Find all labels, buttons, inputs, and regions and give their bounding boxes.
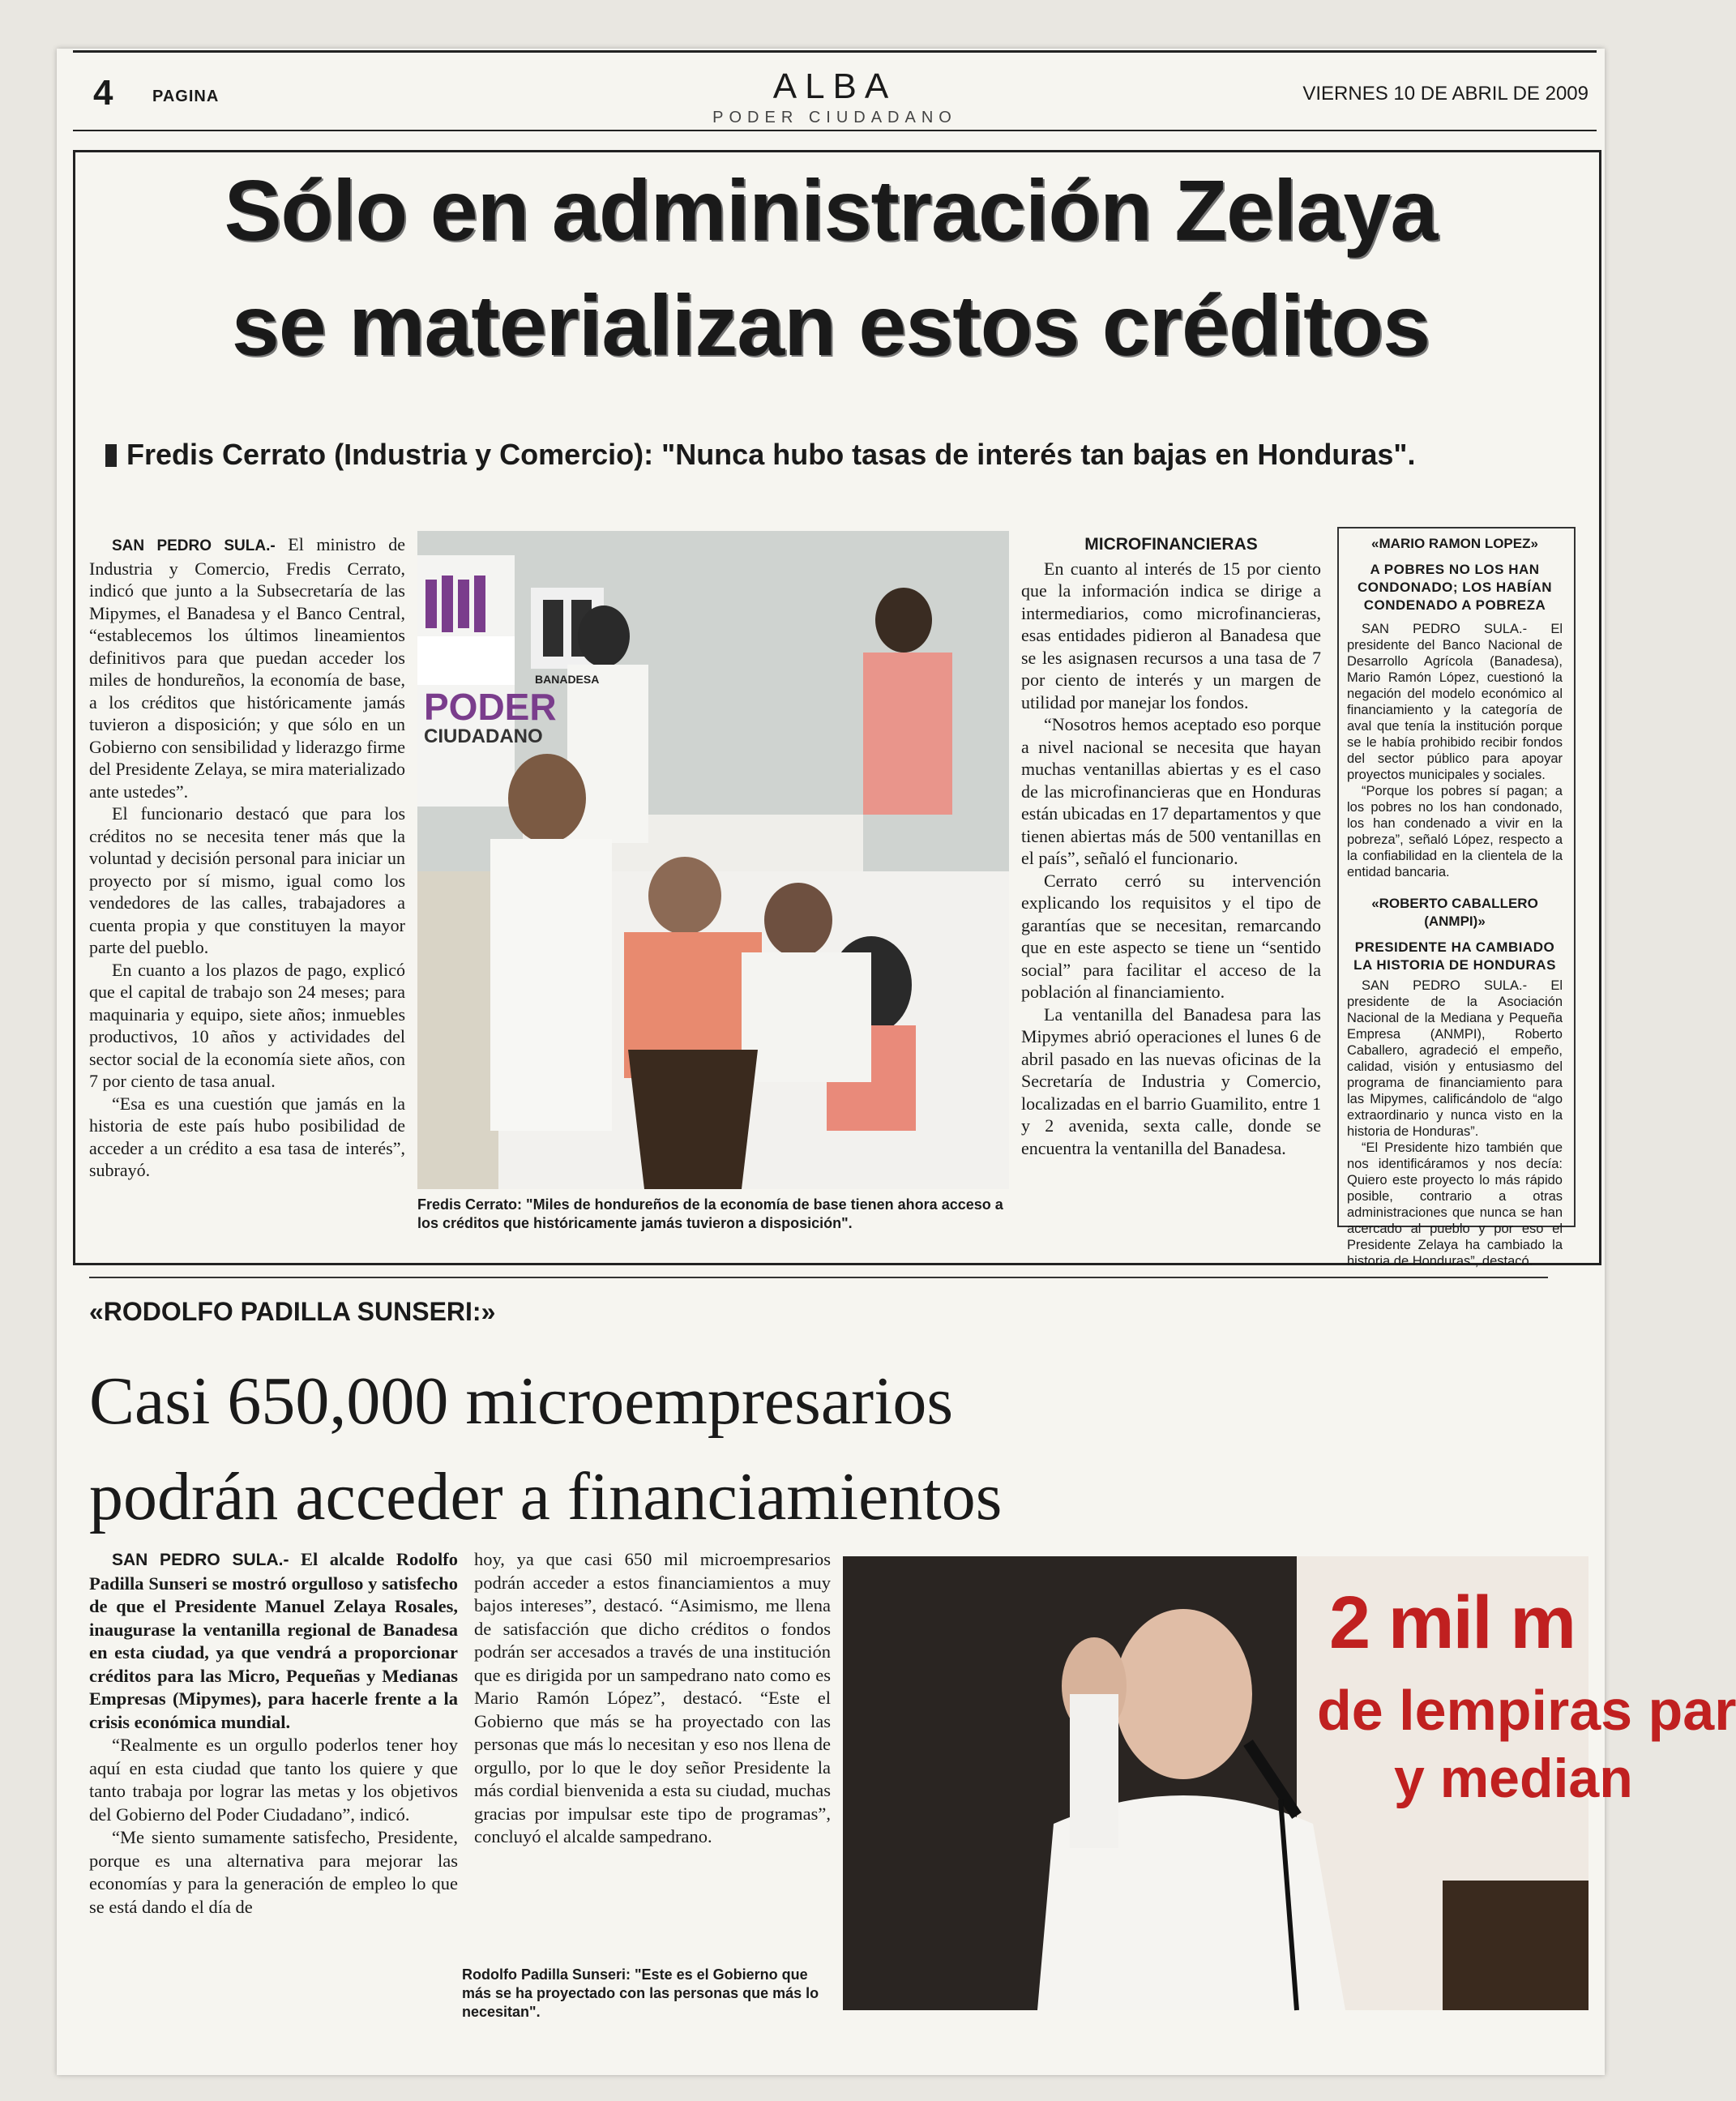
section-heading: MICROFINANCIERAS <box>1084 535 1258 554</box>
paragraph: “Realmente es un orgullo poderlos tener hoy aquí en esta ciudad que tanto los quiere y que tanto trabaja por lograr las metas y los objetivos del Gobierno del Poder Ciudadano”, indicó. <box>89 1735 458 1825</box>
article2-kicker: «RODOLFO PADILLA SUNSERI:» <box>89 1297 496 1326</box>
banner-text: CIUDADANO <box>424 725 543 747</box>
paragraph: “Nosotros hemos aceptado eso porque a nivel nacional se necesita que hayan muchas ventanillas abiertas y es el caso de las microfinancieras que en Honduras están ubicadas en 17 departamentos y que tienen abiertas más de 500 ventanillas en el país”, señaló el funcionario. <box>1021 714 1321 868</box>
article1-photo <box>417 531 1009 1189</box>
banner-text: de lempiras par <box>1317 1679 1736 1742</box>
article1-headline <box>105 163 1556 374</box>
sidebar-name: «ROBERTO CABALLERO (ANMPI)» <box>1371 896 1538 929</box>
masthead: ALBA <box>772 66 897 106</box>
section-divider <box>89 1277 1548 1278</box>
banner-text: 2 mil m <box>1329 1581 1576 1664</box>
photo-ministers-table <box>417 531 1009 1189</box>
paragraph: “Porque los pobres sí pagan; a los pobres no los han condonado, los han condenado a vivir en la pobreza”, señaló López, respecto a la confiabilidad en la clientela de la entidad bancaria. <box>1347 784 1563 879</box>
sidebar-headline: A POBRES NO LOS HAN CONDONADO; LOS HABÍAN CONDENADO A POBREZA <box>1358 562 1552 613</box>
headline-line-1: Casi 650,000 microempresarios <box>89 1363 954 1439</box>
article2-caption: Rodolfo Padilla Sunseri: "Este es el Gobierno que más se ha proyectado con las personas que más lo necesitan". <box>462 1966 819 2020</box>
paragraph: En cuanto al interés de 15 por ciento que la información indica se dirige a intermediarios, como microfinancieras, esas entidades pidieron al Banadesa que se les asignasen recursos a una tasa de 7 por ciento de interés y un margen de utilidad por manejar los fondos. <box>1021 558 1321 712</box>
issue-date: VIERNES 10 DE ABRIL DE 2009 <box>1302 83 1588 105</box>
sidebar-content <box>1347 535 1563 1269</box>
article1-subhead <box>105 438 1556 472</box>
paragraph: La ventanilla del Banadesa para las Mipymes abrió operaciones el lunes 6 de abril pasado en las nuevas oficinas de la Secretaría de Industria y Comercio, localizadas en el barrio Guamilito, entre 1 y 2 avenida, sexta calle, donde se encuentra la ventanilla del Banadesa. <box>1021 1003 1321 1158</box>
paragraph: “Esa es una cuestión que jamás en la historia de este país hubo posibilidad de acceder a un crédito a esa tasa de interés”, subrayó. <box>89 1093 405 1180</box>
banner-text: BANADESA <box>535 673 600 686</box>
headline-line-2: se materializan estos créditos <box>231 278 1430 374</box>
headline-line-2: podrán acceder a financiamientos <box>89 1459 1003 1534</box>
sidebar-headline: PRESIDENTE HA CAMBIADO LA HISTORIA DE HONDURAS <box>1353 939 1556 973</box>
page-number: 4 <box>93 73 113 113</box>
article1-column-1 <box>89 533 405 1182</box>
headline-line-1: Sólo en administración Zelaya <box>224 163 1438 259</box>
dateline: SAN PEDRO SULA.- <box>112 537 276 554</box>
article2-photo <box>843 1556 1736 2010</box>
newspaper-page <box>57 49 1736 2075</box>
paragraph: “El Presidente hizo también que nos identificáramos y nos decía: Quiero este proyecto lo más rápido posible, contrario a otras administraciones que nunca se han acercado al pueblo y por eso el Presidente Zelaya ha cambiado la historia de Honduras”, destacó. <box>1347 1140 1563 1269</box>
lead-paragraph: El alcalde Rodolfo Padilla Sunseri se mostró orgulloso y satisfecho de que el Presidente Manuel Zelaya Rosales, inaugurase la ventanilla regional de Banadesa en esta ciudad, ya que vendrá a proporcionar créditos para las Micro, Pequeñas y Medianas Empresas (Mipymes), para hacerle frente a la crisis económica mundial. <box>89 1549 458 1732</box>
bullet-square-icon <box>105 444 117 467</box>
paragraph: Cerrato cerró su intervención explicando los requisitos y el tipo de garantías que se necesitan, remarcando que en este aspecto se tiene un “sentido social” para facilitar el acceso de la población al financiamiento. <box>1021 870 1321 1002</box>
paragraph: El ministro de Industria y Comercio, Fredis Cerrato, indicó que junto a la Subsecretaría de las Mipymes, el Banadesa y el Banco Central, “establecemos los últimos lineamientos definitivos para que puedan acceder los miles de hondureños, la economía de base, a los créditos que históricamente jamás tuvieron a disposición; y que sólo en un Gobierno con sensibilidad y liderazgo firme del Presidente Zelaya, se mira materializado ante ustedes”. <box>89 534 406 802</box>
paragraph: El presidente del Banco Nacional de Desarrollo Agrícola (Banadesa), Mario Ramón López, cuestionó la negación del modelo económico al financiamiento y la categoría de aval que tenía la institución porque se le había prohibido recibir fondos del sector público para apoyar proyectos municipales y sociales. <box>1347 622 1563 782</box>
banner-text: PODER <box>424 686 557 728</box>
top-rule <box>73 50 1597 53</box>
article2-headline <box>89 1362 1548 1537</box>
article1-caption: Fredis Cerrato: "Miles de hondureños de la economía de base tienen ahora acceso a los créditos que históricamente jamás tuvieron a disposición". <box>417 1196 1003 1231</box>
dateline: SAN PEDRO SULA.- <box>1362 622 1528 636</box>
paragraph: El funcionario destacó que para los créditos no se necesita tener más que la voluntad y decisión personal para iniciar un proyecto por sí mismo, igual como los vendedores de las calles, trabajadores a cuenta propia y que constituyen la mayor parte del pueblo. <box>89 803 405 957</box>
article2-column-2 <box>474 1548 831 1849</box>
banner-text: y median <box>1394 1748 1633 1809</box>
article2-column-1 <box>89 1548 458 1919</box>
article1-column-3 <box>1021 533 1321 1159</box>
page-label: PAGINA <box>152 88 220 105</box>
subhead-text: Fredis Cerrato (Industria y Comercio): "Nunca hubo tasas de interés tan bajas en Honduras". <box>126 438 1416 471</box>
paragraph: El presidente de la Asociación Nacional de la Mediana y Pequeña Empresa (ANMPI), Roberto Caballero, agradeció el empeño, calidad, visión y entusiasmo del programa de financiamiento para las Mipymes, calificándolo de “algo extraordinario y nunca visto en la historia de Honduras”. <box>1347 978 1563 1139</box>
sidebar-name: «MARIO RAMON LOPEZ» <box>1371 536 1538 551</box>
masthead-subtitle: PODER CIUDADANO <box>712 109 957 126</box>
paragraph: En cuanto a los plazos de pago, explicó que el capital de trabajo son 24 meses; para maquinaria y equipo, siete años; inmuebles productivos, 10 años y actividades del sector social de la economía siete años, con 7 por ciento de tasa anual. <box>89 959 405 1091</box>
paragraph: “Me siento sumamente satisfecho, Presidente, porque es una alternativa para mejorar las economías y para la generación de empleo lo que se está dando el día de <box>89 1827 458 1917</box>
header-rule <box>73 130 1597 131</box>
paragraph: hoy, ya que casi 650 mil microempresarios podrán acceder a estos financiamientos a muy bajos intereses”, destacó. “Asimismo, me llena de satisfacción que dicho créditos o fondos podrán ser accesados a través de una institución que es dirigida por un sampedrano nato como es Mario Ramón López”, destacó. “Este el Gobierno que más se ha proyectado con las personas que más lo necesitan y eso nos llena de orgullo, por lo que le doy señor Presidente la más cordial bienvenida a esta su ciudad, muchas gracias por impulsar este tipo de programas”, concluyó el alcalde sampedrano. <box>474 1549 831 1846</box>
dateline: SAN PEDRO SULA.- <box>1362 978 1528 993</box>
dateline: SAN PEDRO SULA.- <box>112 1551 289 1569</box>
